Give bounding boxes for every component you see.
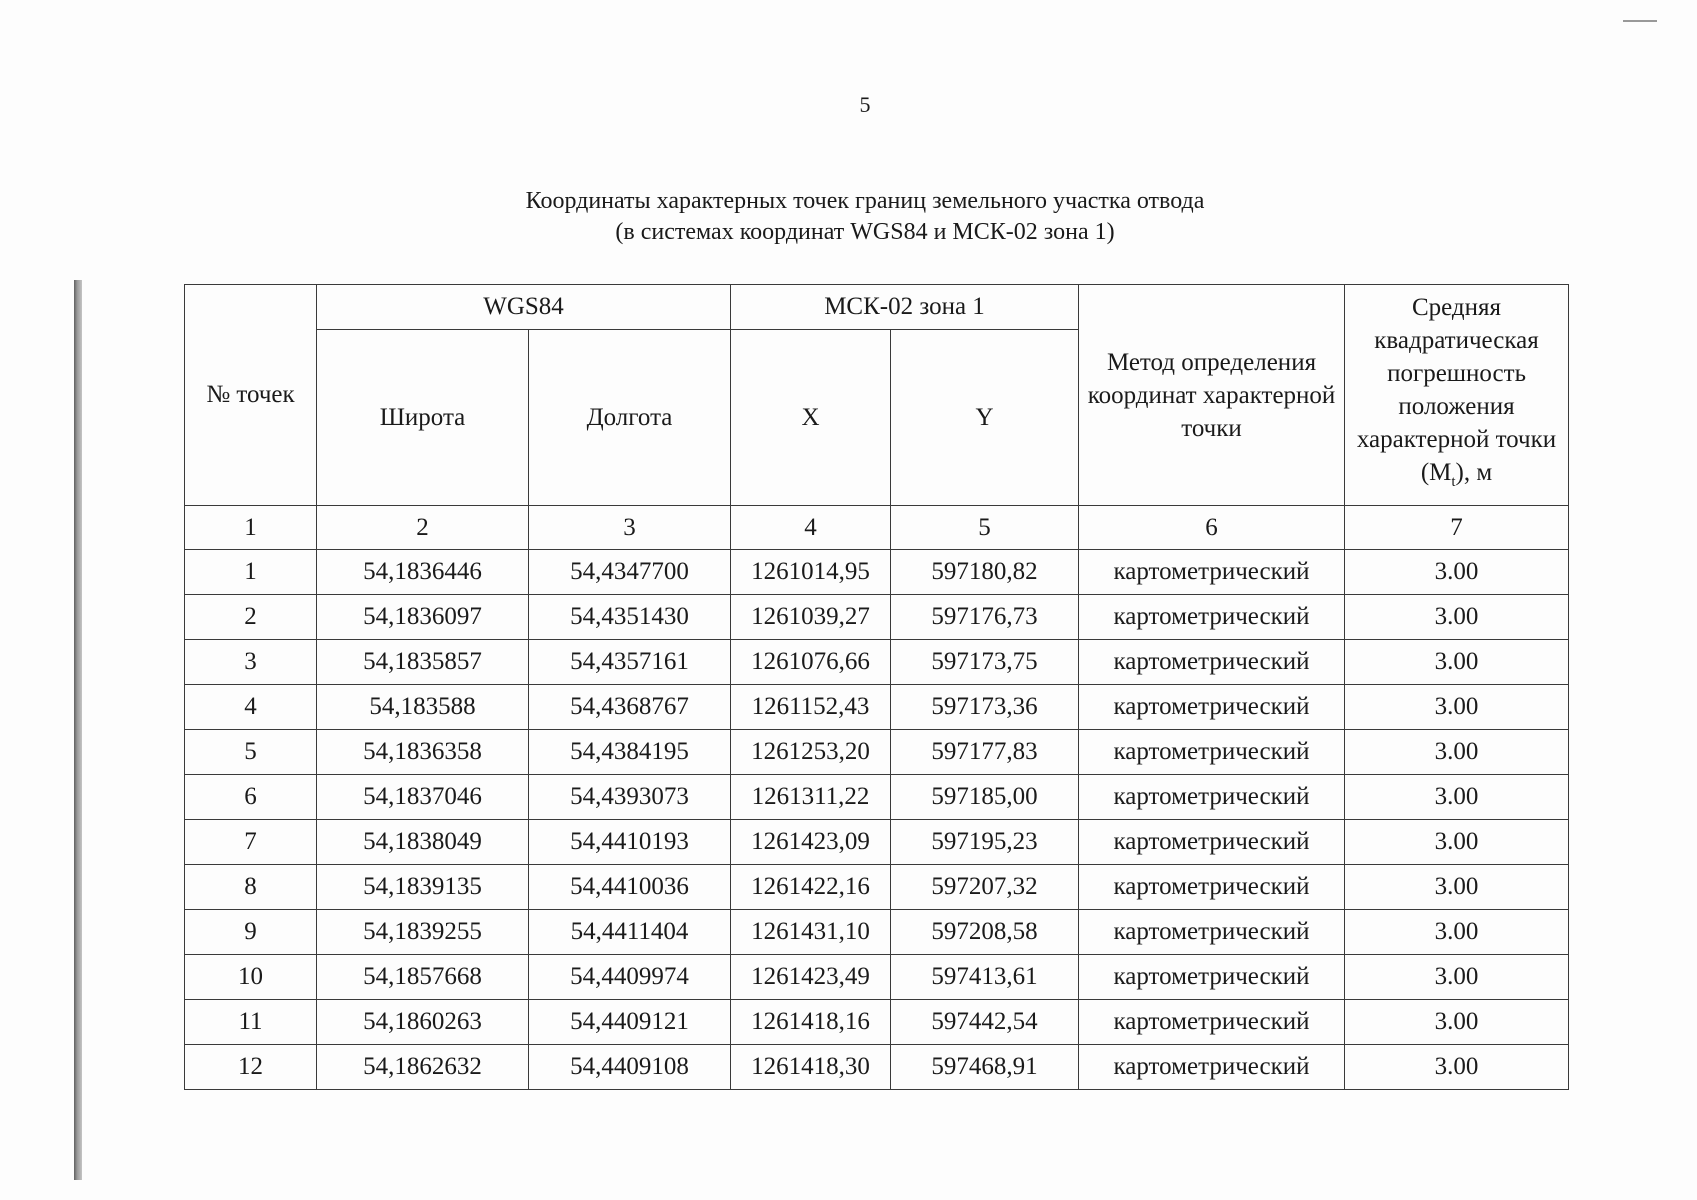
y-cell: 597468,91 xyxy=(891,1045,1079,1090)
latitude-cell: 54,1839135 xyxy=(317,865,529,910)
method-cell: картометрический xyxy=(1079,550,1345,595)
point-number-cell: 1 xyxy=(185,550,317,595)
error-cell: 3.00 xyxy=(1345,1000,1569,1045)
latitude-cell: 54,1860263 xyxy=(317,1000,529,1045)
table-row xyxy=(185,730,1569,775)
latitude-cell: 54,1836446 xyxy=(317,550,529,595)
header-point-no: № точек xyxy=(185,285,317,506)
error-cell: 3.00 xyxy=(1345,640,1569,685)
error-cell: 3.00 xyxy=(1345,865,1569,910)
scan-edge-shadow xyxy=(74,280,82,1180)
point-number-cell: 4 xyxy=(185,685,317,730)
x-cell: 1261431,10 xyxy=(731,910,891,955)
point-number-cell: 3 xyxy=(185,640,317,685)
error-cell: 3.00 xyxy=(1345,685,1569,730)
table-row xyxy=(185,550,1569,595)
column-number: 3 xyxy=(529,506,731,550)
method-cell: картометрический xyxy=(1079,1045,1345,1090)
page-number: 5 xyxy=(859,92,871,117)
header-x: X xyxy=(731,330,891,506)
header-method: Метод определения координат характерной точки xyxy=(1079,285,1345,506)
longitude-cell: 54,4409108 xyxy=(529,1045,731,1090)
longitude-cell: 54,4347700 xyxy=(529,550,731,595)
title-line-2: (в системах координат WGS84 и МСК-02 зона 1) xyxy=(615,219,1115,245)
table-row xyxy=(185,910,1569,955)
point-number-cell: 8 xyxy=(185,865,317,910)
y-cell: 597413,61 xyxy=(891,955,1079,1000)
point-number-cell: 5 xyxy=(185,730,317,775)
latitude-cell: 54,1837046 xyxy=(317,775,529,820)
error-cell: 3.00 xyxy=(1345,730,1569,775)
y-cell: 597207,32 xyxy=(891,865,1079,910)
x-cell: 1261418,16 xyxy=(731,1000,891,1045)
error-cell: 3.00 xyxy=(1345,550,1569,595)
table-row xyxy=(185,1045,1569,1090)
method-cell: картометрический xyxy=(1079,1000,1345,1045)
scan-mark xyxy=(1623,20,1657,22)
header-y: Y xyxy=(891,330,1079,506)
table-row xyxy=(185,685,1569,730)
latitude-cell: 54,1835857 xyxy=(317,640,529,685)
y-cell: 597176,73 xyxy=(891,595,1079,640)
column-number: 7 xyxy=(1345,506,1569,550)
y-cell: 597208,58 xyxy=(891,910,1079,955)
x-cell: 1261418,30 xyxy=(731,1045,891,1090)
table-row xyxy=(185,1000,1569,1045)
table-row xyxy=(185,865,1569,910)
method-cell: картометрический xyxy=(1079,640,1345,685)
method-cell: картометрический xyxy=(1079,955,1345,1000)
longitude-cell: 54,4351430 xyxy=(529,595,731,640)
y-cell: 597185,00 xyxy=(891,775,1079,820)
x-cell: 1261422,16 xyxy=(731,865,891,910)
column-number-row xyxy=(185,506,1569,550)
longitude-cell: 54,4393073 xyxy=(529,775,731,820)
method-cell: картометрический xyxy=(1079,595,1345,640)
x-cell: 1261311,22 xyxy=(731,775,891,820)
document-title xyxy=(0,186,1697,248)
column-number: 4 xyxy=(731,506,891,550)
latitude-cell: 54,183588 xyxy=(317,685,529,730)
column-number: 5 xyxy=(891,506,1079,550)
header-msk: МСК-02 зона 1 xyxy=(731,285,1079,330)
latitude-cell: 54,1839255 xyxy=(317,910,529,955)
header-error: Средняя квадратическая погрешность положения характерной точки $(M_t)$, м xyxy=(1345,285,1569,506)
x-cell: 1261253,20 xyxy=(731,730,891,775)
error-cell: 3.00 xyxy=(1345,1045,1569,1090)
coordinates-table xyxy=(184,284,1569,1090)
method-cell: картометрический xyxy=(1079,820,1345,865)
longitude-cell: 54,4357161 xyxy=(529,640,731,685)
y-cell: 597173,75 xyxy=(891,640,1079,685)
longitude-cell: 54,4410193 xyxy=(529,820,731,865)
error-cell: 3.00 xyxy=(1345,775,1569,820)
x-cell: 1261152,43 xyxy=(731,685,891,730)
method-cell: картометрический xyxy=(1079,730,1345,775)
point-number-cell: 10 xyxy=(185,955,317,1000)
latitude-cell: 54,1836097 xyxy=(317,595,529,640)
x-cell: 1261423,49 xyxy=(731,955,891,1000)
y-cell: 597442,54 xyxy=(891,1000,1079,1045)
longitude-cell: 54,4411404 xyxy=(529,910,731,955)
error-cell: 3.00 xyxy=(1345,595,1569,640)
longitude-cell: 54,4368767 xyxy=(529,685,731,730)
title-line-1: Координаты характерных точек границ земельного участка отвода xyxy=(525,188,1205,214)
point-number-cell: 7 xyxy=(185,820,317,865)
method-cell: картометрический xyxy=(1079,865,1345,910)
latitude-cell: 54,1838049 xyxy=(317,820,529,865)
point-number-cell: 9 xyxy=(185,910,317,955)
point-number-cell: 12 xyxy=(185,1045,317,1090)
error-cell: 3.00 xyxy=(1345,820,1569,865)
y-cell: 597173,36 xyxy=(891,685,1079,730)
y-cell: 597195,23 xyxy=(891,820,1079,865)
latitude-cell: 54,1862632 xyxy=(317,1045,529,1090)
table-row xyxy=(185,640,1569,685)
longitude-cell: 54,4409974 xyxy=(529,955,731,1000)
longitude-cell: 54,4384195 xyxy=(529,730,731,775)
point-number-cell: 2 xyxy=(185,595,317,640)
table-row xyxy=(185,595,1569,640)
error-cell: 3.00 xyxy=(1345,955,1569,1000)
point-number-cell: 6 xyxy=(185,775,317,820)
table-row xyxy=(185,775,1569,820)
latitude-cell: 54,1836358 xyxy=(317,730,529,775)
longitude-cell: 54,4410036 xyxy=(529,865,731,910)
method-cell: картометрический xyxy=(1079,685,1345,730)
column-number: 2 xyxy=(317,506,529,550)
error-cell: 3.00 xyxy=(1345,910,1569,955)
table-row xyxy=(185,955,1569,1000)
latitude-cell: 54,1857668 xyxy=(317,955,529,1000)
table-row xyxy=(185,820,1569,865)
point-number-cell: 11 xyxy=(185,1000,317,1045)
x-cell: 1261039,27 xyxy=(731,595,891,640)
x-cell: 1261076,66 xyxy=(731,640,891,685)
column-number: 1 xyxy=(185,506,317,550)
method-cell: картометрический xyxy=(1079,910,1345,955)
x-cell: 1261423,09 xyxy=(731,820,891,865)
method-cell: картометрический xyxy=(1079,775,1345,820)
y-cell: 597180,82 xyxy=(891,550,1079,595)
header-wgs84: WGS84 xyxy=(317,285,731,330)
column-number: 6 xyxy=(1079,506,1345,550)
header-latitude: Широта xyxy=(317,330,529,506)
x-cell: 1261014,95 xyxy=(731,550,891,595)
table-body xyxy=(185,550,1569,1090)
y-cell: 597177,83 xyxy=(891,730,1079,775)
longitude-cell: 54,4409121 xyxy=(529,1000,731,1045)
header-longitude: Долгота xyxy=(529,330,731,506)
